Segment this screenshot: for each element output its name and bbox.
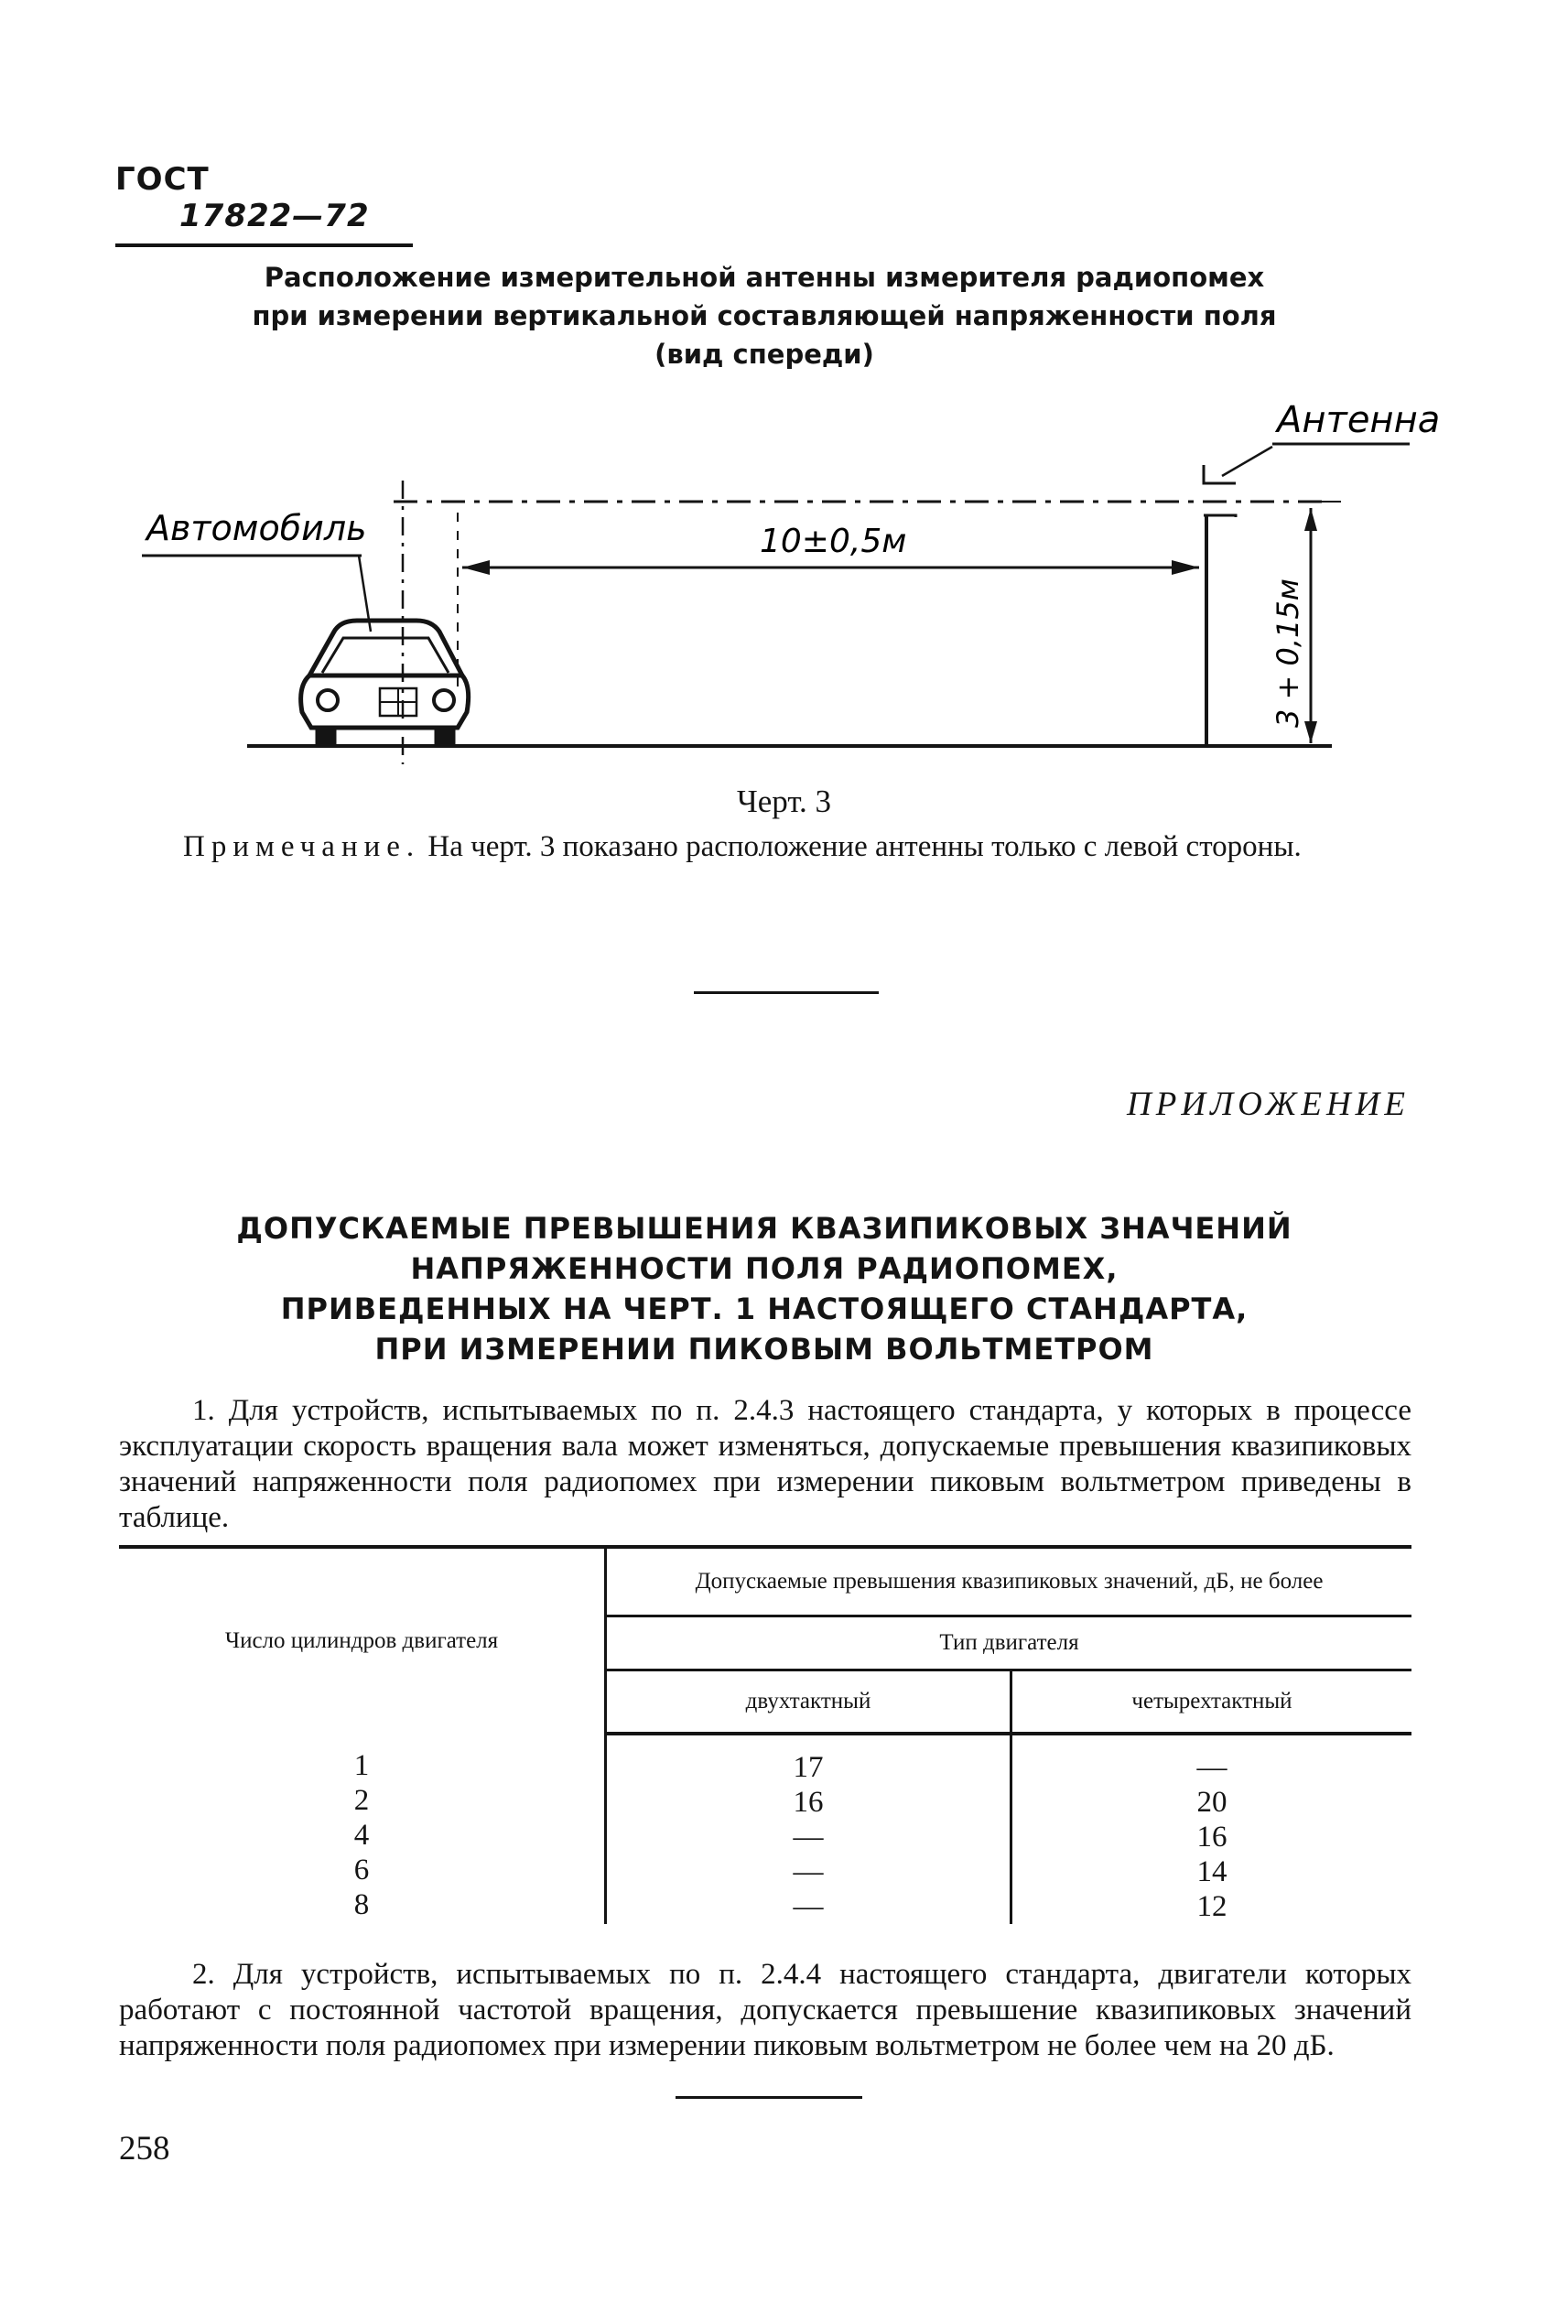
cell-cylinders: 2 [353, 1784, 370, 1817]
divider [694, 991, 879, 994]
appendix-label: ПРИЛОЖЕНИЕ [1127, 1086, 1410, 1123]
antenna-label: Антенна [1277, 399, 1441, 441]
divider [676, 2096, 862, 2099]
figure-caption: Черт. 3 [737, 784, 831, 819]
distance-label: 10±0,5м [760, 523, 907, 560]
cell-two-stroke: 17 [793, 1751, 824, 1784]
note-lead: Примечание. [183, 830, 421, 863]
section-title-line: ПРИВЕДЕННЫХ НА ЧЕРТ. 1 НАСТОЯЩЕГО СТАНДАРТА, [280, 1292, 1249, 1326]
cylinders-column [119, 1734, 606, 1924]
figure-title-line: при измерении вертикальной составляющей напряженности поля [252, 300, 1277, 331]
two-stroke-column [606, 1734, 1011, 1924]
car-label: Автомобиль [146, 508, 367, 548]
cell-four-stroke: 16 [1196, 1821, 1227, 1854]
gost-label: ГОСТ [115, 161, 210, 198]
cell-four-stroke: — [1196, 1751, 1227, 1784]
cell-four-stroke: 14 [1196, 1855, 1227, 1888]
cell-four-stroke: 12 [1196, 1890, 1227, 1923]
car-front-icon [301, 621, 469, 744]
note-text: На черт. 3 показано расположение антенны только с левой стороны. [427, 830, 1302, 863]
cell-two-stroke: — [793, 1821, 824, 1854]
cell-four-stroke: 20 [1196, 1786, 1227, 1819]
four-stroke-column [1011, 1734, 1412, 1924]
header-two-stroke: двухтактный [606, 1670, 1011, 1735]
figure-title-line: Расположение измерительной антенны измерителя радиопомех [264, 262, 1265, 293]
exceedance-table [119, 1545, 1411, 1924]
section-title-line: НАПРЯЖЕННОСТИ ПОЛЯ РАДИОПОМЕХ, [410, 1251, 1119, 1286]
header-four-stroke: четырехтактный [1011, 1670, 1412, 1735]
height-label: 3 + 0,15м [1271, 578, 1305, 728]
paragraph-1: 1. Для устройств, испытываемых по п. 2.4.3 настоящего стандарта, у которых в процессе эксплуатации скорость вращения вала может изменяться, допускаемые превышения квазипиковых значений напряженности поля радиопомех при измерении пиковым вольтметром приведены в таблице. [119, 1394, 1411, 1534]
figure-title-line: (вид спереди) [654, 339, 874, 370]
section-title [165, 1208, 1364, 1369]
gost-number: 17822—72 [179, 198, 370, 234]
table-row [119, 1734, 1411, 1924]
cell-two-stroke: — [793, 1855, 824, 1888]
cell-cylinders: 1 [353, 1749, 370, 1782]
header-group: Допускаемые превышения квазипиковых значений, дБ, не более [606, 1547, 1412, 1616]
cell-cylinders: 6 [353, 1854, 370, 1886]
section-title-line: ДОПУСКАЕМЫЕ ПРЕВЫШЕНИЯ КВАЗИПИКОВЫХ ЗНАЧЕНИЙ [236, 1211, 1292, 1246]
cell-two-stroke: 16 [793, 1786, 824, 1819]
cell-cylinders: 8 [353, 1888, 370, 1921]
paragraph-2: 2. Для устройств, испытываемых по п. 2.4.4 настоящего стандарта, двигатели которых работают с постоянной частотой вращения, допускается превышение квазипиковых значений напряженности поля радиопомех при измерении пиковым вольтметром не более чем на 20 дБ. [119, 1958, 1411, 2062]
antenna-symbol-icon [1204, 465, 1236, 483]
cell-two-stroke: — [793, 1890, 824, 1923]
figure-note [183, 827, 1410, 867]
header-engine-type: Тип двигателя [606, 1616, 1412, 1670]
section-title-line: ПРИ ИЗМЕРЕНИИ ПИКОВЫМ ВОЛЬТМЕТРОМ [374, 1332, 1154, 1367]
page-number: 258 [119, 2130, 170, 2167]
cell-cylinders: 4 [353, 1819, 370, 1852]
header-cylinders: Число цилиндров двигателя [224, 1628, 499, 1653]
antenna-position-drawing [0, 0, 1568, 824]
